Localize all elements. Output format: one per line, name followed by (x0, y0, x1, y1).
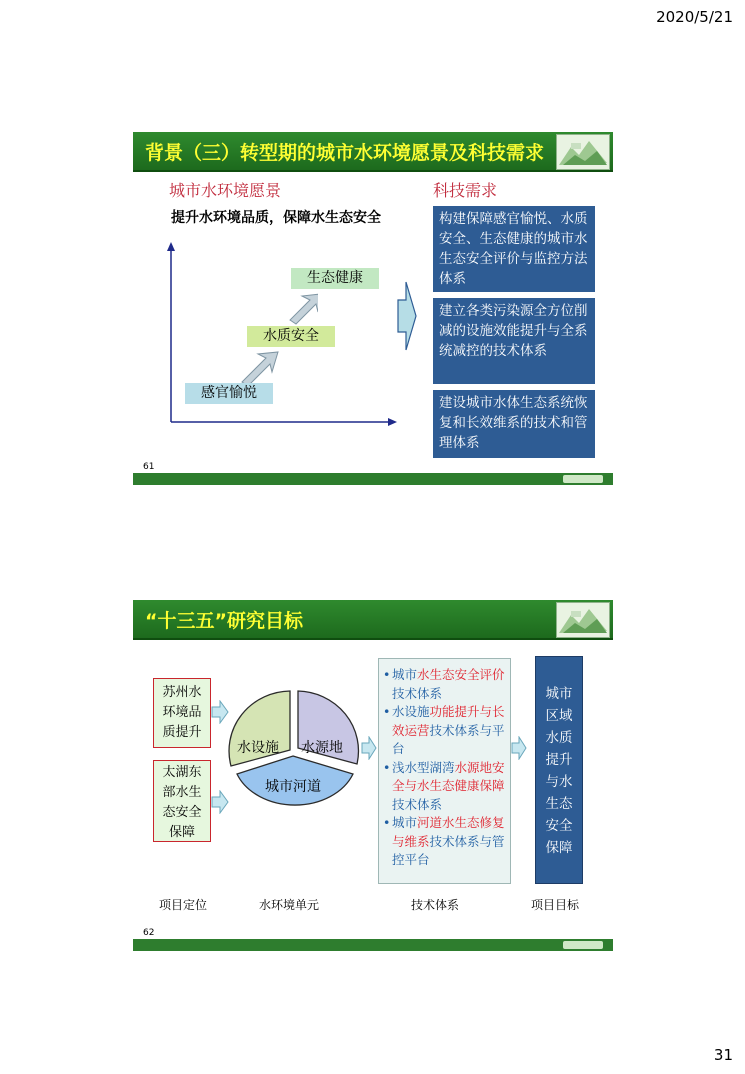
arrow-icon (361, 736, 377, 760)
slide-footer-bar (133, 473, 613, 485)
caption-positioning: 项目定位 (159, 898, 208, 912)
tech-system-item (383, 703, 506, 759)
slide-title-bar (133, 600, 613, 640)
tech-text: 技术体系与平台 (392, 722, 505, 756)
tech-system-item (383, 666, 506, 703)
slide-number: 62 (143, 928, 155, 938)
tech-system-box (378, 658, 511, 884)
tech-system-item-text (392, 666, 506, 703)
slide-number: 61 (143, 462, 155, 472)
caption-water-unit: 水环境单元 (259, 898, 320, 912)
slide-title: 背景（三）转型期的城市水环境愿景及科技需求 (145, 142, 545, 164)
tech-system-item-text (392, 814, 506, 870)
tech-needs-heading: 科技需求 (433, 181, 498, 200)
tech-system-list (383, 666, 506, 870)
caption-tech-system: 技术体系 (411, 898, 460, 912)
vision-subtitle: 提升水环境品质，保障水生态安全 (171, 210, 381, 226)
footer-logo-image (563, 941, 603, 949)
vision-heading: 城市水环境愿景 (169, 181, 282, 200)
tech-text: 技术体系与管控平台 (392, 833, 505, 867)
step-water-quality: 水质安全 (247, 326, 335, 347)
tech-text: 技术体系 (392, 685, 443, 701)
bullet-icon: • (383, 667, 391, 682)
bullet-icon: • (383, 815, 391, 830)
tech-text: 水设施 (392, 704, 430, 719)
tech-text: 城市 (392, 815, 418, 830)
caption-goal: 项目目标 (531, 898, 580, 912)
title-logo-image (556, 134, 610, 170)
slide-footer-bar (133, 939, 613, 951)
tech-system-item (383, 814, 506, 870)
tech-text: 技术体系 (392, 796, 443, 812)
pie-label-facilities: 水设施 (237, 740, 279, 756)
goal-box: 城市区域水质提升与水生态安全保障 (535, 656, 583, 884)
title-logo-image (556, 602, 610, 638)
need-box-3: 建设城市水体生态系统恢复和长效维系的技术和管理体系 (433, 390, 595, 458)
bullet-icon: • (383, 759, 391, 775)
page-number: 31 (713, 1046, 733, 1064)
tech-system-item-text (392, 703, 506, 759)
slide-title-bar (133, 132, 613, 172)
tech-system-item-text (392, 759, 506, 815)
slide-62 (133, 600, 613, 951)
tech-system-item (383, 759, 506, 815)
tech-highlight-text: 水生态安全评价 (417, 667, 505, 682)
step-ecology: 生态健康 (291, 268, 379, 289)
print-date: 2020/5/21 (656, 8, 733, 26)
need-box-1: 构建保障感官愉悦、水质安全、生态健康的城市水生态安全评价与监控方法体系 (433, 206, 595, 292)
right-arrow-icon (397, 280, 417, 352)
slide-61 (133, 132, 613, 485)
footer-logo-image (563, 475, 603, 483)
slide-title: “十三五”研究目标 (145, 610, 303, 632)
pie-label-water-source: 水源地 (301, 740, 343, 756)
tech-text: 浅水型湖湾 (392, 759, 455, 775)
pie-label-urban-river: 城市河道 (265, 779, 321, 795)
tech-highlight-text: 水源地安全与水生态健康保障 (392, 759, 505, 793)
tech-highlight-text: 河道水生态修复与维系 (392, 815, 505, 849)
bullet-icon: • (383, 704, 391, 719)
arrow-icon (511, 736, 527, 760)
step-sensory: 感官愉悦 (185, 383, 273, 404)
project-box-suzhou: 苏州水环境品质提升 (153, 678, 211, 748)
project-box-taihu: 太湖东部水生态安全保障 (153, 760, 211, 842)
tech-text: 城市 (392, 667, 418, 682)
tech-highlight-text: 功能提升与长效运营 (392, 704, 505, 738)
need-box-2: 建立各类污染源全方位削减的设施效能提升与全系统减控的技术体系 (433, 298, 595, 384)
